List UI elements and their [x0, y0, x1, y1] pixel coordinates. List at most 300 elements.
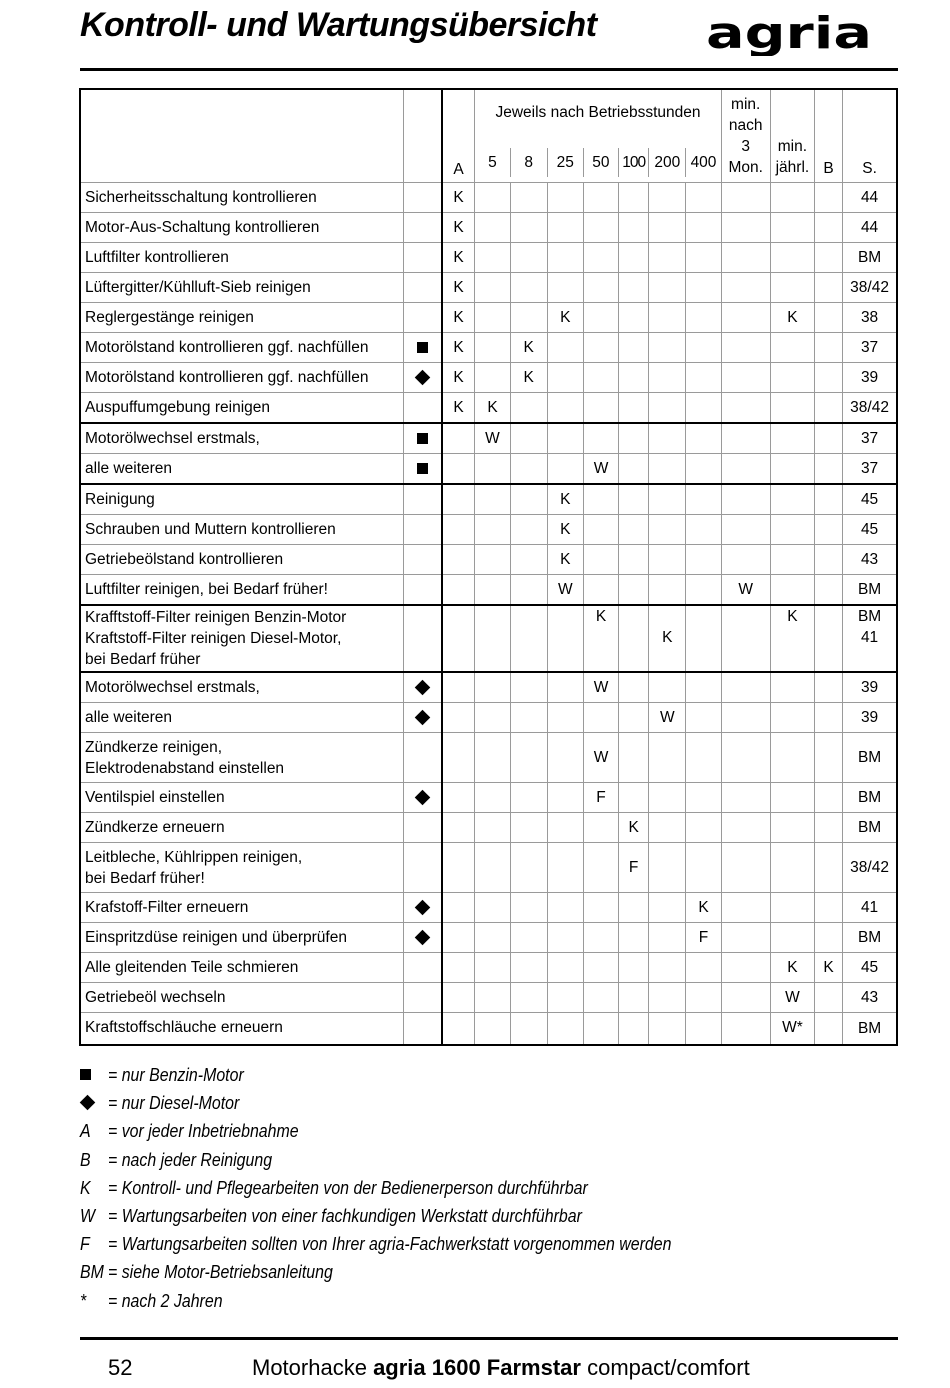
- interval-cell-minyear: [770, 333, 814, 363]
- interval-cell-5: [475, 213, 510, 243]
- interval-cell-50: [583, 243, 618, 273]
- interval-cell-25: [547, 363, 583, 393]
- interval-cell-100: [619, 783, 649, 813]
- interval-cell-5: [475, 243, 510, 273]
- interval-cell-a: [442, 813, 475, 843]
- interval-cell-400: [686, 733, 721, 783]
- interval-cell-minyear: [770, 183, 814, 213]
- legend-description: [108, 1092, 261, 1114]
- interval-cell-200: K: [649, 605, 686, 672]
- interval-cell-b: [815, 843, 843, 893]
- page-reference: BM: [843, 733, 897, 783]
- page-reference: 37: [843, 333, 897, 363]
- page-reference: BM: [843, 813, 897, 843]
- task-label: Leitbleche, Kühlrippen reinigen, bei Bedarf früher!: [80, 843, 404, 893]
- interval-cell-100: K: [619, 813, 649, 843]
- task-label: alle weiteren: [80, 703, 404, 733]
- engine-type-cell: [404, 393, 442, 424]
- interval-cell-50: K: [583, 605, 618, 672]
- interval-cell-50: [583, 1013, 618, 1045]
- task-label: Reinigung: [80, 484, 404, 515]
- engine-type-cell: [404, 703, 442, 733]
- interval-cell-min3: [721, 1013, 770, 1045]
- interval-cell-8: [510, 575, 547, 606]
- interval-cell-50: [583, 363, 618, 393]
- min3-line2: nach: [728, 117, 763, 134]
- col-header-100: 100: [618, 148, 648, 177]
- legend-description: [108, 1261, 369, 1283]
- interval-cell-25: [547, 605, 583, 672]
- interval-cell-100: [619, 454, 649, 485]
- legend-key-text: BM: [80, 1261, 104, 1283]
- interval-cell-8: [510, 953, 547, 983]
- interval-cell-25: [547, 893, 583, 923]
- page-number: 52: [108, 1355, 133, 1380]
- col-header-50: 50: [583, 148, 618, 177]
- interval-cell-b: K: [815, 953, 843, 983]
- interval-cell-b: [815, 703, 843, 733]
- interval-cell-50: W: [583, 672, 618, 703]
- col-header-page: S.: [843, 89, 897, 183]
- interval-cell-minyear: [770, 423, 814, 454]
- legend-key: [80, 1261, 106, 1283]
- interval-cell-200: [649, 893, 686, 923]
- interval-cell-5: [475, 783, 510, 813]
- interval-cell-min3: [721, 183, 770, 213]
- interval-cell-min3: [721, 303, 770, 333]
- interval-cell-25: K: [547, 545, 583, 575]
- table-row: [80, 923, 897, 953]
- interval-cell-50: [583, 213, 618, 243]
- interval-cell-min3: [721, 953, 770, 983]
- legend-key: [80, 1120, 106, 1142]
- interval-cell-200: [649, 953, 686, 983]
- interval-cell-a: [442, 983, 475, 1013]
- interval-cell-50: [583, 893, 618, 923]
- interval-cell-400: K: [686, 893, 721, 923]
- interval-cell-100: [619, 575, 649, 606]
- legend-key: [80, 1064, 106, 1086]
- interval-cell-25: K: [547, 303, 583, 333]
- engine-type-cell: [404, 273, 442, 303]
- footer-prefix: Motorhacke: [252, 1355, 374, 1380]
- interval-cell-25: [547, 213, 583, 243]
- interval-cell-5: [475, 303, 510, 333]
- interval-cell-a: [442, 605, 475, 672]
- interval-cell-50: W: [583, 454, 618, 485]
- legend-description-text: = nur Benzin-Motor: [108, 1064, 244, 1085]
- interval-cell-min3: [721, 484, 770, 515]
- task-label: Ventilspiel einstellen: [80, 783, 404, 813]
- interval-cell-200: [649, 393, 686, 424]
- interval-cell-min3: [721, 333, 770, 363]
- interval-cell-400: [686, 783, 721, 813]
- interval-cell-b: [815, 303, 843, 333]
- agria-logo: [706, 14, 874, 61]
- interval-cell-8: [510, 1013, 547, 1045]
- legend-description: [108, 1149, 299, 1171]
- legend-description: [108, 1205, 659, 1227]
- interval-cell-a: K: [442, 363, 475, 393]
- interval-cell-400: [686, 672, 721, 703]
- table-row: [80, 672, 897, 703]
- interval-cell-min3: [721, 243, 770, 273]
- task-label: Reglergestänge reinigen: [80, 303, 404, 333]
- interval-cell-8: [510, 423, 547, 454]
- interval-cell-b: [815, 423, 843, 454]
- interval-cell-50: [583, 484, 618, 515]
- page-reference: 41: [843, 893, 897, 923]
- interval-cell-200: [649, 575, 686, 606]
- table-row: [80, 545, 897, 575]
- interval-cell-50: [583, 575, 618, 606]
- maintenance-table: [79, 88, 898, 1046]
- interval-cell-25: [547, 953, 583, 983]
- interval-cell-5: W: [475, 423, 510, 454]
- interval-cell-b: [815, 515, 843, 545]
- engine-type-cell: [404, 484, 442, 515]
- page-reference: 39: [843, 363, 897, 393]
- interval-cell-minyear: [770, 484, 814, 515]
- legend-key: [80, 1092, 106, 1114]
- page-reference: 38: [843, 303, 897, 333]
- interval-cell-minyear: W*: [770, 1013, 814, 1045]
- page-reference: 38/42: [843, 843, 897, 893]
- task-label: Motorölstand kontrollieren ggf. nachfüllen: [80, 363, 404, 393]
- svg-text:agria: agria: [706, 14, 872, 56]
- task-label: Motorölwechsel erstmals,: [80, 672, 404, 703]
- interval-cell-25: [547, 333, 583, 363]
- task-label: Kraftstoffschläuche erneuern: [80, 1013, 404, 1045]
- engine-type-cell: [404, 575, 442, 606]
- engine-type-cell: [404, 545, 442, 575]
- interval-cell-25: [547, 423, 583, 454]
- interval-cell-25: [547, 733, 583, 783]
- engine-type-cell: [404, 953, 442, 983]
- engine-type-cell: [404, 1013, 442, 1045]
- interval-cell-100: [619, 303, 649, 333]
- page-title: Kontroll- und Wartungsübersicht: [80, 6, 597, 44]
- interval-cell-5: [475, 843, 510, 893]
- interval-cell-100: [619, 923, 649, 953]
- interval-cell-a: [442, 575, 475, 606]
- legend-key-text: F: [80, 1233, 90, 1255]
- footer-suffix: compact/comfort: [580, 1355, 750, 1380]
- group-header-label: Jeweils nach Betriebsstunden: [495, 104, 701, 121]
- interval-cell-a: [442, 423, 475, 454]
- table-row: [80, 843, 897, 893]
- interval-cell-min3: [721, 813, 770, 843]
- interval-cell-min3: [721, 393, 770, 424]
- task-label: Zündkerze erneuern: [80, 813, 404, 843]
- interval-cell-100: [619, 953, 649, 983]
- page-reference: 38/42: [843, 393, 897, 424]
- interval-cell-200: [649, 423, 686, 454]
- interval-cell-200: [649, 183, 686, 213]
- min3-line4: Mon.: [728, 159, 763, 176]
- task-label: Krafftstoff-Filter reinigen Benzin-Motor Kraftstoff-Filter reinigen Diesel-Motor, bei Bedarf früher: [80, 605, 404, 672]
- interval-cell-400: [686, 953, 721, 983]
- interval-cell-minyear: K: [770, 303, 814, 333]
- interval-cell-400: [686, 1013, 721, 1045]
- interval-cell-100: [619, 273, 649, 303]
- interval-cell-minyear: [770, 273, 814, 303]
- diamond-icon: [80, 1095, 96, 1111]
- interval-cell-400: [686, 703, 721, 733]
- task-label: Alle gleitenden Teile schmieren: [80, 953, 404, 983]
- table-row: [80, 303, 897, 333]
- square-icon: [417, 433, 428, 444]
- legend-key: [80, 1205, 106, 1227]
- interval-cell-min3: [721, 783, 770, 813]
- interval-cell-8: [510, 672, 547, 703]
- interval-cell-minyear: K: [770, 953, 814, 983]
- engine-type-cell: [404, 333, 442, 363]
- interval-cell-8: [510, 393, 547, 424]
- page-reference: 43: [843, 545, 897, 575]
- legend-description-text: = Kontroll- und Pflegearbeiten von der Bedienerperson durchführbar: [108, 1176, 588, 1198]
- interval-cell-8: [510, 243, 547, 273]
- page-reference: BM: [843, 783, 897, 813]
- interval-cell-min3: [721, 213, 770, 243]
- interval-cell-8: [510, 733, 547, 783]
- legend-description-text: = nach 2 Jahren: [108, 1289, 223, 1311]
- interval-cell-100: [619, 484, 649, 515]
- interval-cell-b: [815, 893, 843, 923]
- interval-cell-minyear: W: [770, 983, 814, 1013]
- legend-description-text: = siehe Motor-Betriebsanleitung: [108, 1261, 333, 1283]
- task-label: alle weiteren: [80, 454, 404, 485]
- interval-cell-50: [583, 923, 618, 953]
- interval-cell-200: W: [649, 703, 686, 733]
- task-label: Einspritzdüse reinigen und überprüfen: [80, 923, 404, 953]
- engine-type-cell: [404, 923, 442, 953]
- legend-key-text: A: [80, 1120, 91, 1142]
- interval-cell-25: K: [547, 515, 583, 545]
- diamond-icon: [415, 900, 431, 916]
- interval-cell-25: [547, 923, 583, 953]
- interval-cell-100: [619, 333, 649, 363]
- col-header-400: 400: [685, 148, 720, 177]
- interval-cell-a: K: [442, 333, 475, 363]
- interval-cell-200: [649, 454, 686, 485]
- interval-cell-a: [442, 843, 475, 893]
- interval-cell-5: [475, 273, 510, 303]
- square-icon: [417, 463, 428, 474]
- interval-cell-8: [510, 893, 547, 923]
- interval-cell-min3: [721, 454, 770, 485]
- table-row: [80, 393, 897, 424]
- interval-cell-5: [475, 983, 510, 1013]
- table-row: [80, 423, 897, 454]
- interval-cell-50: [583, 273, 618, 303]
- legend-description: [108, 1177, 666, 1199]
- task-label: Luftfilter kontrollieren: [80, 243, 404, 273]
- page-reference: BM: [843, 923, 897, 953]
- interval-cell-25: [547, 843, 583, 893]
- task-label: Motorölstand kontrollieren ggf. nachfüllen: [80, 333, 404, 363]
- interval-cell-50: [583, 515, 618, 545]
- interval-cell-400: [686, 813, 721, 843]
- interval-cell-min3: [721, 423, 770, 454]
- page-reference: 43: [843, 983, 897, 1013]
- interval-cell-minyear: K: [770, 605, 814, 672]
- hours-subheader: [475, 148, 720, 177]
- interval-cell-a: [442, 953, 475, 983]
- interval-cell-400: [686, 273, 721, 303]
- interval-cell-a: [442, 484, 475, 515]
- footer-model: agria 1600 Farmstar: [373, 1355, 581, 1380]
- page-reference: 44: [843, 183, 897, 213]
- interval-cell-50: W: [583, 733, 618, 783]
- interval-cell-a: [442, 893, 475, 923]
- task-label: Motorölwechsel erstmals,: [80, 423, 404, 454]
- interval-cell-min3: [721, 893, 770, 923]
- interval-cell-50: [583, 183, 618, 213]
- interval-cell-5: [475, 893, 510, 923]
- interval-cell-minyear: [770, 672, 814, 703]
- interval-cell-100: [619, 243, 649, 273]
- legend-key-text: W: [80, 1204, 96, 1226]
- interval-cell-b: [815, 672, 843, 703]
- table-row: [80, 733, 897, 783]
- interval-cell-400: [686, 605, 721, 672]
- interval-cell-200: [649, 333, 686, 363]
- legend-key-text: K: [80, 1176, 91, 1198]
- interval-cell-b: [815, 545, 843, 575]
- legend-description: [108, 1233, 763, 1255]
- interval-cell-8: [510, 923, 547, 953]
- interval-cell-5: [475, 923, 510, 953]
- legend-key: [80, 1149, 106, 1171]
- legend-key: [80, 1290, 106, 1312]
- interval-cell-5: [475, 454, 510, 485]
- interval-cell-minyear: [770, 213, 814, 243]
- task-label: Sicherheitsschaltung kontrollieren: [80, 183, 404, 213]
- interval-cell-50: [583, 545, 618, 575]
- interval-cell-a: [442, 783, 475, 813]
- interval-cell-min3: [721, 843, 770, 893]
- interval-cell-5: [475, 1013, 510, 1045]
- interval-cell-b: [815, 393, 843, 424]
- interval-cell-min3: [721, 733, 770, 783]
- interval-cell-5: [475, 605, 510, 672]
- interval-cell-a: [442, 672, 475, 703]
- interval-cell-minyear: [770, 733, 814, 783]
- interval-cell-min3: [721, 515, 770, 545]
- interval-cell-minyear: [770, 243, 814, 273]
- page-reference: 45: [843, 953, 897, 983]
- interval-cell-100: [619, 363, 649, 393]
- table-row: [80, 183, 897, 213]
- table-row: [80, 273, 897, 303]
- legend-key-text: *: [80, 1289, 87, 1311]
- footer-rule: [80, 1337, 898, 1340]
- interval-cell-400: [686, 454, 721, 485]
- interval-cell-8: [510, 703, 547, 733]
- interval-cell-200: [649, 545, 686, 575]
- col-header-25: 25: [547, 148, 583, 177]
- col-header-200: 200: [648, 148, 685, 177]
- interval-cell-400: [686, 363, 721, 393]
- interval-cell-b: [815, 183, 843, 213]
- legend-description-text: = Wartungsarbeiten von einer fachkundigen Werkstatt durchführbar: [108, 1204, 582, 1226]
- interval-cell-50: [583, 423, 618, 454]
- interval-cell-min3: [721, 923, 770, 953]
- interval-cell-100: [619, 545, 649, 575]
- interval-cell-5: [475, 575, 510, 606]
- legend-key-text: B: [80, 1148, 91, 1170]
- interval-cell-a: [442, 545, 475, 575]
- page-reference: BM 41: [843, 605, 897, 672]
- interval-cell-8: [510, 303, 547, 333]
- interval-cell-50: F: [583, 783, 618, 813]
- interval-cell-100: [619, 605, 649, 672]
- diamond-icon: [415, 370, 431, 386]
- engine-type-cell: [404, 733, 442, 783]
- interval-cell-400: [686, 575, 721, 606]
- interval-cell-8: [510, 843, 547, 893]
- interval-cell-min3: [721, 273, 770, 303]
- col-header-5: 5: [488, 154, 497, 171]
- interval-cell-400: [686, 545, 721, 575]
- header-blank: [80, 89, 404, 183]
- engine-type-cell: [404, 843, 442, 893]
- interval-cell-25: [547, 273, 583, 303]
- interval-cell-8: [510, 545, 547, 575]
- interval-cell-100: [619, 1013, 649, 1045]
- interval-cell-50: [583, 953, 618, 983]
- interval-cell-200: [649, 363, 686, 393]
- interval-cell-minyear: [770, 393, 814, 424]
- interval-cell-a: [442, 515, 475, 545]
- col-header-b: B: [815, 89, 843, 183]
- interval-cell-50: [583, 303, 618, 333]
- interval-cell-100: [619, 983, 649, 1013]
- engine-type-cell: [404, 243, 442, 273]
- interval-cell-100: [619, 515, 649, 545]
- interval-cell-minyear: [770, 363, 814, 393]
- interval-cell-min3: [721, 983, 770, 1013]
- interval-cell-minyear: [770, 843, 814, 893]
- legend-description-text: = nur Diesel-Motor: [108, 1092, 240, 1114]
- interval-cell-8: [510, 813, 547, 843]
- table-row: [80, 953, 897, 983]
- table-row: [80, 575, 897, 606]
- interval-cell-200: [649, 484, 686, 515]
- interval-cell-200: [649, 213, 686, 243]
- interval-cell-25: [547, 672, 583, 703]
- interval-cell-b: [815, 273, 843, 303]
- engine-type-cell: [404, 454, 442, 485]
- diamond-icon: [415, 680, 431, 696]
- interval-cell-8: [510, 605, 547, 672]
- interval-cell-8: [510, 213, 547, 243]
- table-row: [80, 783, 897, 813]
- table-row: [80, 333, 897, 363]
- interval-cell-b: [815, 213, 843, 243]
- table-row: [80, 983, 897, 1013]
- task-label: Zündkerze reinigen, Elektrodenabstand einstellen: [80, 733, 404, 783]
- col-header-8: 8: [510, 148, 547, 177]
- interval-cell-400: [686, 515, 721, 545]
- interval-cell-25: [547, 454, 583, 485]
- interval-cell-min3: [721, 605, 770, 672]
- interval-cell-5: [475, 484, 510, 515]
- interval-cell-25: [547, 703, 583, 733]
- task-label: Auspuffumgebung reinigen: [80, 393, 404, 424]
- interval-cell-5: [475, 733, 510, 783]
